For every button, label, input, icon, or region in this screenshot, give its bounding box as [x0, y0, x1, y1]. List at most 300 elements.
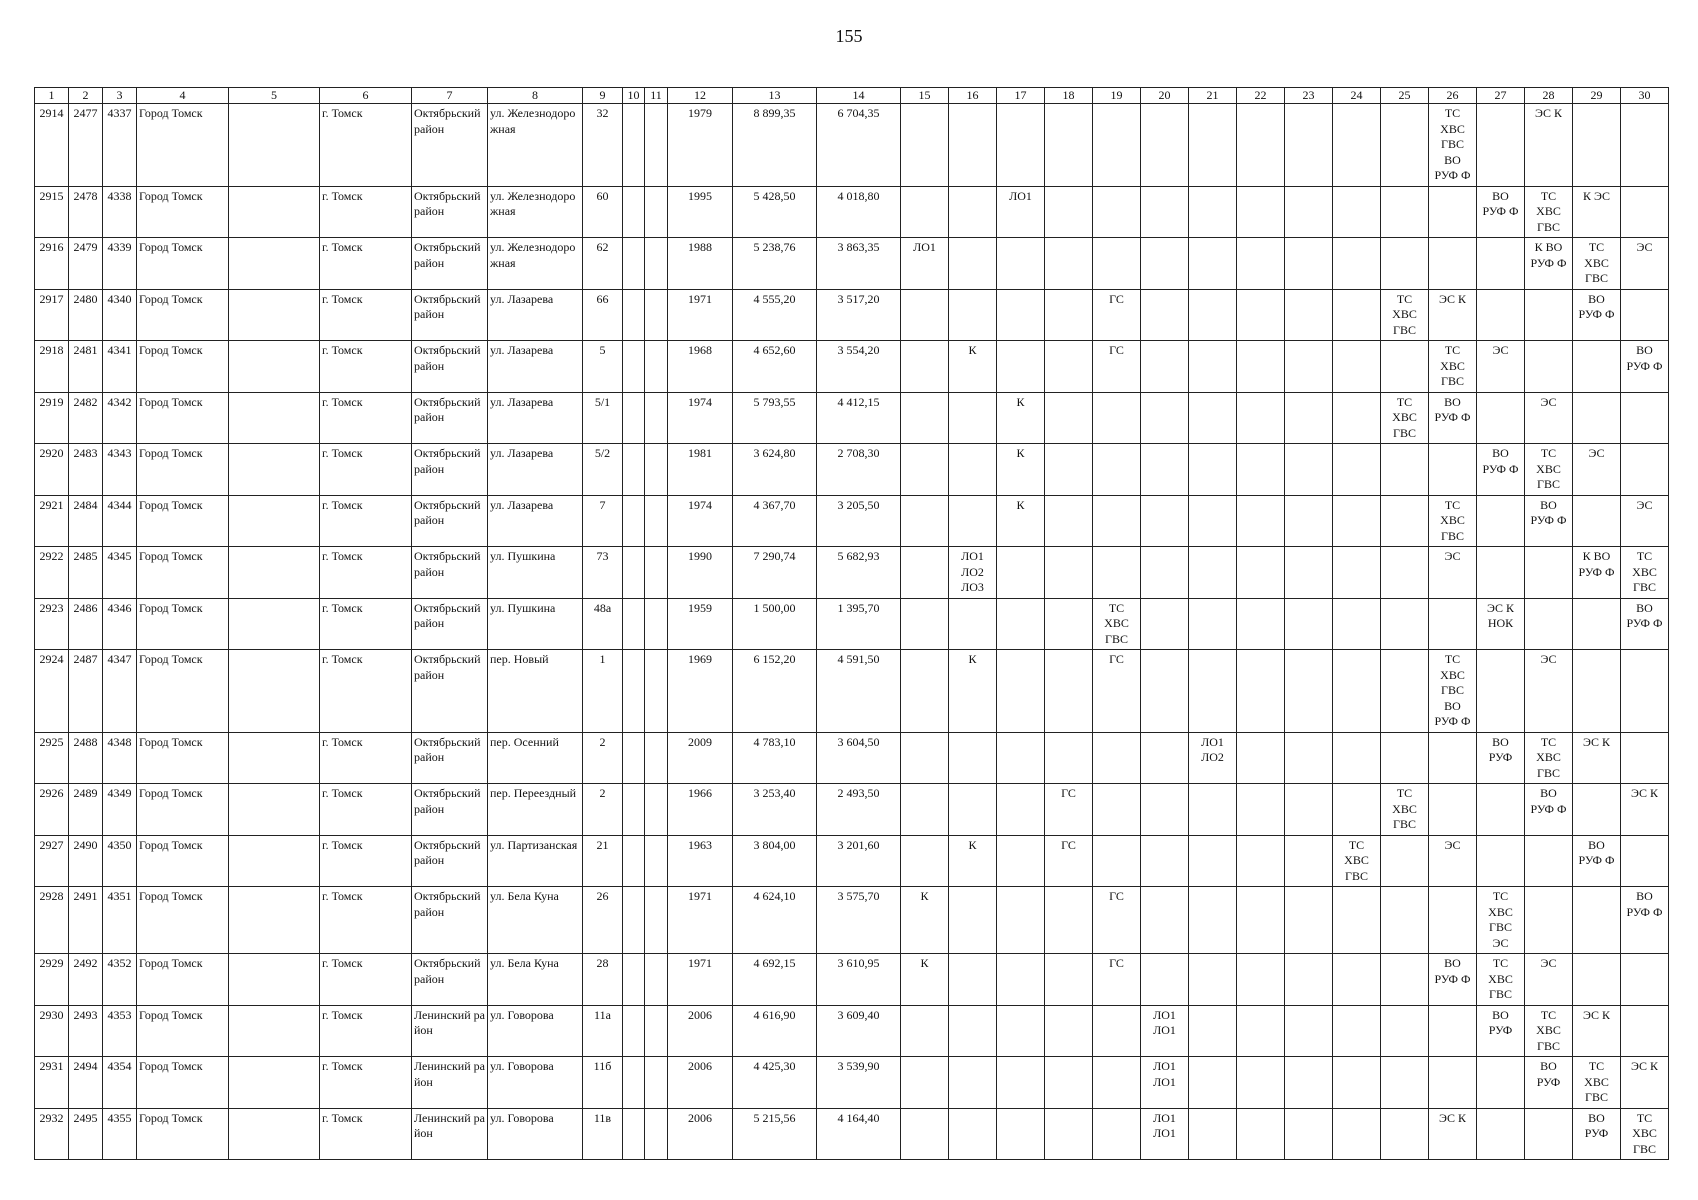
table-row [35, 1057, 1669, 1109]
column-header: 12 [668, 88, 733, 104]
cell-line: ХВС [1536, 1023, 1561, 1037]
table-cell: 4 624,10 [733, 887, 817, 954]
table-cell [623, 444, 645, 496]
table-row [35, 598, 1669, 650]
table-cell [1429, 444, 1477, 496]
table-cell: ул. Бела Куна [488, 887, 583, 954]
table-cell: 11а [583, 1005, 623, 1057]
cell-line: ТС [1588, 1059, 1605, 1073]
table-cell [1525, 1108, 1573, 1160]
cell-line: ЛО1 [961, 549, 984, 563]
table-cell [1189, 392, 1237, 444]
table-cell [645, 547, 668, 599]
table-cell: ЛО1 [901, 238, 949, 290]
table-cell: Октябрьский район [412, 444, 488, 496]
table-cell: 5 428,50 [733, 186, 817, 238]
cell-line: ВО [1492, 188, 1509, 203]
table-cell: г. Томск [320, 887, 412, 954]
table-cell: г. Томск [320, 444, 412, 496]
table-cell: 3 604,50 [817, 732, 901, 784]
table-cell [1285, 1057, 1333, 1109]
table-cell [1333, 784, 1381, 836]
table-cell [949, 1005, 997, 1057]
cell-line: ГВС [1537, 765, 1560, 780]
table-cell: 2480 [69, 289, 103, 341]
cell-line: ВО [1492, 734, 1509, 749]
cell-line: ХВС [1536, 750, 1561, 764]
table-cell [1141, 1005, 1189, 1057]
table-cell: 2006 [668, 1005, 733, 1057]
table-cell [623, 495, 645, 547]
table-cell: ул. Железнодорожная [488, 186, 583, 238]
table-cell [1333, 1108, 1381, 1160]
table-cell [997, 238, 1045, 290]
table-cell [949, 444, 997, 496]
table-cell [1333, 835, 1381, 887]
table-cell: 5 215,56 [733, 1108, 817, 1160]
table-cell: ул. Пушкина [488, 547, 583, 599]
table-cell [901, 495, 949, 547]
cell-line: РУФ Ф [1530, 801, 1567, 816]
table-cell [1621, 392, 1669, 444]
table-cell: ул. Железнодорожная [488, 104, 583, 187]
table-cell [229, 238, 320, 290]
table-cell: 2916 [35, 238, 69, 290]
table-cell: 1966 [668, 784, 733, 836]
table-cell [949, 954, 997, 1006]
table-cell: 4343 [103, 444, 137, 496]
cell-line: ТС [1444, 652, 1461, 666]
table-cell [645, 444, 668, 496]
cell-line: ХВС [1440, 513, 1465, 527]
table-cell [1573, 1108, 1621, 1160]
cell-line: ЛО2 [1201, 750, 1224, 764]
table-cell [1285, 954, 1333, 1006]
table-cell [1381, 444, 1429, 496]
cell-line: РУФ Ф [1434, 971, 1471, 986]
table-cell [1381, 1057, 1429, 1109]
table-cell [997, 887, 1045, 954]
cell-line: ВО [1444, 394, 1461, 409]
table-cell: 21 [583, 835, 623, 887]
table-cell: Город Томск [137, 954, 229, 1006]
table-cell [1093, 1057, 1141, 1109]
table-cell: 2917 [35, 289, 69, 341]
table-cell: пер. Новый [488, 650, 583, 733]
table-cell [623, 598, 645, 650]
table-cell [1285, 650, 1333, 733]
table-cell [1381, 835, 1429, 887]
table-cell: 3 610,95 [817, 954, 901, 1006]
cell-line: ХВС [1632, 564, 1657, 579]
table-cell: ЭС К [1429, 289, 1477, 341]
table-cell: 2926 [35, 784, 69, 836]
table-cell [1525, 1057, 1573, 1109]
table-cell: 2489 [69, 784, 103, 836]
table-cell [1045, 392, 1093, 444]
column-header: 28 [1525, 88, 1573, 104]
table-cell [645, 341, 668, 393]
table-cell [1621, 954, 1669, 1006]
table-cell [1477, 495, 1525, 547]
cell-line: РУФ Ф [1626, 904, 1663, 919]
table-cell [1285, 104, 1333, 187]
table-cell: Город Томск [137, 650, 229, 733]
table-row [35, 289, 1669, 341]
table-cell: 4342 [103, 392, 137, 444]
table-cell [1285, 835, 1333, 887]
cell-line: К ВО [1582, 549, 1611, 563]
table-cell [1141, 289, 1189, 341]
table-cell [1477, 392, 1525, 444]
table-cell: Октябрьский район [412, 186, 488, 238]
table-cell [1621, 289, 1669, 341]
cell-line: ЛО1 [1153, 1023, 1176, 1037]
table-cell [949, 104, 997, 187]
table-cell [1285, 186, 1333, 238]
table-cell [1333, 598, 1381, 650]
table-cell: Город Томск [137, 238, 229, 290]
table-cell: г. Томск [320, 547, 412, 599]
table-cell [949, 732, 997, 784]
table-cell: г. Томск [320, 1108, 412, 1160]
table-cell [901, 186, 949, 238]
table-cell: 3 539,90 [817, 1057, 901, 1109]
cell-line: НОК [1487, 616, 1514, 630]
table-cell [1285, 784, 1333, 836]
table-cell: 4339 [103, 238, 137, 290]
table-cell [623, 887, 645, 954]
table-cell: 2482 [69, 392, 103, 444]
table-cell: Октябрьский район [412, 835, 488, 887]
table-cell [901, 104, 949, 187]
cell-line: ГВС [1441, 528, 1464, 543]
table-cell [1045, 1108, 1093, 1160]
table-cell [1237, 392, 1285, 444]
table-cell: 2932 [35, 1108, 69, 1160]
table-cell [1573, 392, 1621, 444]
cell-line: ХВС [1632, 1126, 1657, 1140]
table-cell: 2 708,30 [817, 444, 901, 496]
table-cell [1333, 732, 1381, 784]
table-row [35, 784, 1669, 836]
cell-line: РУФ Ф [1482, 461, 1519, 476]
cell-line: ЛО1 [1201, 734, 1224, 749]
table-cell [1237, 954, 1285, 1006]
table-cell [949, 598, 997, 650]
table-cell [229, 784, 320, 836]
table-cell [997, 1005, 1045, 1057]
cell-line: ХВС [1440, 121, 1465, 136]
table-cell [1189, 444, 1237, 496]
table-cell: ЭС [1429, 835, 1477, 887]
table-cell: 3 624,80 [733, 444, 817, 496]
table-cell [229, 186, 320, 238]
table-cell: К [949, 835, 997, 887]
cell-line: ЛО2 [961, 564, 984, 579]
table-cell: 2931 [35, 1057, 69, 1109]
table-cell: 2923 [35, 598, 69, 650]
table-cell: ЭС К [1429, 1108, 1477, 1160]
cell-line: ХВС [1536, 461, 1561, 476]
table-cell: 4344 [103, 495, 137, 547]
table-cell [1141, 954, 1189, 1006]
table-cell [1573, 887, 1621, 954]
table-cell [1429, 1005, 1477, 1057]
table-cell [1333, 186, 1381, 238]
column-header: 27 [1477, 88, 1525, 104]
table-cell [1237, 1005, 1285, 1057]
table-cell [1621, 1005, 1669, 1057]
table-cell [1141, 887, 1189, 954]
cell-line: ЛО3 [961, 580, 984, 594]
table-cell [1525, 289, 1573, 341]
table-cell [1573, 598, 1621, 650]
table-cell: 1969 [668, 650, 733, 733]
table-cell: 4340 [103, 289, 137, 341]
table-cell: Октябрьский район [412, 104, 488, 187]
table-cell: 2 [583, 732, 623, 784]
table-cell [1189, 238, 1237, 290]
cell-line: ТС [1588, 240, 1605, 254]
table-cell: г. Томск [320, 835, 412, 887]
table-cell: ул. Железнодорожная [488, 238, 583, 290]
table-cell: пер. Осенний [488, 732, 583, 784]
cell-line: ГВС [1489, 987, 1512, 1001]
table-cell [1573, 238, 1621, 290]
table-cell [623, 835, 645, 887]
table-cell [1141, 598, 1189, 650]
table-cell [623, 1108, 645, 1160]
column-header: 11 [645, 88, 668, 104]
table-cell: Город Томск [137, 341, 229, 393]
table-cell: 4350 [103, 835, 137, 887]
table-cell [1381, 104, 1429, 187]
table-cell [1429, 598, 1477, 650]
table-cell [1333, 1005, 1381, 1057]
table-cell [1621, 887, 1669, 954]
table-cell: 2914 [35, 104, 69, 187]
table-cell: ЭС К [1621, 1057, 1669, 1109]
table-cell [1285, 392, 1333, 444]
table-cell: 2919 [35, 392, 69, 444]
column-header: 18 [1045, 88, 1093, 104]
column-header: 9 [583, 88, 623, 104]
table-cell [1045, 650, 1093, 733]
table-cell [645, 104, 668, 187]
table-cell: 2925 [35, 732, 69, 784]
table-cell [1189, 341, 1237, 393]
table-cell [1093, 1005, 1141, 1057]
table-cell: Город Томск [137, 1057, 229, 1109]
table-cell [1381, 289, 1429, 341]
cell-line: ГВС [1537, 477, 1560, 491]
table-cell: ЭС [1525, 392, 1573, 444]
table-cell [623, 238, 645, 290]
cell-line: РУФ Ф [1578, 564, 1615, 579]
table-cell: 4353 [103, 1005, 137, 1057]
table-cell: 1 500,00 [733, 598, 817, 650]
cell-line: ЛО1 [1153, 1074, 1176, 1089]
table-cell: г. Томск [320, 392, 412, 444]
table-cell [949, 1108, 997, 1160]
cell-line: ТС [1444, 106, 1461, 120]
table-cell [1045, 341, 1093, 393]
table-cell: Город Томск [137, 732, 229, 784]
table-cell: г. Томск [320, 495, 412, 547]
table-cell: Город Томск [137, 444, 229, 496]
table-cell: 3 554,20 [817, 341, 901, 393]
table-cell: Октябрьский район [412, 887, 488, 954]
column-header: 17 [997, 88, 1045, 104]
table-cell [949, 238, 997, 290]
column-header: 30 [1621, 88, 1669, 104]
table-cell [949, 186, 997, 238]
table-cell [623, 392, 645, 444]
table-cell: 62 [583, 238, 623, 290]
table-cell [1237, 1108, 1285, 1160]
table-cell: г. Томск [320, 598, 412, 650]
table-cell: 1971 [668, 954, 733, 1006]
table-cell [645, 650, 668, 733]
table-cell [1285, 289, 1333, 341]
table-cell [1621, 444, 1669, 496]
cell-line: ЛО1 [1153, 1110, 1176, 1125]
column-header: 15 [901, 88, 949, 104]
cell-line: ТС [1540, 1007, 1557, 1022]
table-cell: 2492 [69, 954, 103, 1006]
table-cell [997, 341, 1045, 393]
table-cell: Октябрьский район [412, 598, 488, 650]
cell-line: ВО [1444, 956, 1461, 970]
table-cell [1429, 887, 1477, 954]
table-cell [623, 547, 645, 599]
table-cell: г. Томск [320, 238, 412, 290]
table-cell: 2006 [668, 1057, 733, 1109]
table-cell: 28 [583, 954, 623, 1006]
cell-line: ВО [1540, 1059, 1557, 1073]
table-cell [1045, 495, 1093, 547]
table-cell [1285, 598, 1333, 650]
table-cell: пер. Переездный [488, 784, 583, 836]
table-cell [1477, 598, 1525, 650]
table-cell [1381, 650, 1429, 733]
table-cell: К [949, 341, 997, 393]
table-cell [1045, 1005, 1093, 1057]
table-cell [1381, 732, 1429, 784]
table-cell: Город Томск [137, 835, 229, 887]
table-cell [1429, 784, 1477, 836]
table-cell [1381, 784, 1429, 836]
table-cell [1237, 784, 1285, 836]
table-cell [1573, 954, 1621, 1006]
table-cell: 48а [583, 598, 623, 650]
table-cell [1525, 547, 1573, 599]
cell-line: ХВС [1104, 616, 1129, 630]
table-cell [229, 887, 320, 954]
table-cell [1285, 1005, 1333, 1057]
table-cell: ГС [1093, 887, 1141, 954]
cell-line: ХВС [1584, 255, 1609, 270]
table-cell [1381, 887, 1429, 954]
table-cell: г. Томск [320, 1005, 412, 1057]
table-cell [1141, 238, 1189, 290]
table-cell: ЭС К [1573, 732, 1621, 784]
table-cell [1189, 186, 1237, 238]
table-cell: 2483 [69, 444, 103, 496]
table-cell: 2495 [69, 1108, 103, 1160]
cell-line: ХВС [1440, 358, 1465, 373]
column-header: 13 [733, 88, 817, 104]
table-cell: 1971 [668, 887, 733, 954]
table-cell [229, 732, 320, 784]
table-cell: Ленинский район [412, 1057, 488, 1109]
table-cell [1237, 598, 1285, 650]
table-cell: ул. Лазарева [488, 495, 583, 547]
column-header: 10 [623, 88, 645, 104]
cell-line: ГВС [1393, 425, 1416, 440]
table-cell: 1979 [668, 104, 733, 187]
table-cell: Город Томск [137, 1005, 229, 1057]
table-cell: Октябрьский район [412, 547, 488, 599]
cell-line: ГВС [1489, 920, 1512, 934]
table-cell: ЭС [1477, 341, 1525, 393]
table-row [35, 887, 1669, 954]
table-cell: Город Томск [137, 186, 229, 238]
table-cell: 2479 [69, 238, 103, 290]
table-cell [1189, 887, 1237, 954]
cell-line: РУФ Ф [1626, 358, 1663, 373]
table-cell [901, 547, 949, 599]
table-cell [1573, 289, 1621, 341]
table-cell: 7 [583, 495, 623, 547]
table-cell [645, 784, 668, 836]
table-cell: 7 290,74 [733, 547, 817, 599]
table-cell [1333, 954, 1381, 1006]
cell-line: РУФ [1488, 1023, 1513, 1037]
table-cell [1333, 392, 1381, 444]
column-header: 19 [1093, 88, 1141, 104]
cell-line: РУФ [1584, 1126, 1609, 1140]
table-cell [901, 289, 949, 341]
table-cell: Город Томск [137, 887, 229, 954]
table-cell: 3 517,20 [817, 289, 901, 341]
cell-line: РУФ Ф [1626, 616, 1663, 630]
table-cell [901, 732, 949, 784]
table-cell: г. Томск [320, 104, 412, 187]
table-cell: 4351 [103, 887, 137, 954]
table-cell [1237, 186, 1285, 238]
table-cell [997, 104, 1045, 187]
table-cell [645, 392, 668, 444]
table-cell: ул. Партизанская [488, 835, 583, 887]
table-cell: 32 [583, 104, 623, 187]
table-cell [1045, 954, 1093, 1006]
cell-line: РУФ Ф [1578, 853, 1615, 867]
table-cell [1477, 1005, 1525, 1057]
table-cell: К [949, 650, 997, 733]
table-cell [1381, 238, 1429, 290]
table-cell: Октябрьский район [412, 650, 488, 733]
table-cell [623, 1057, 645, 1109]
cell-line: РУФ Ф [1530, 513, 1567, 527]
cell-line: ГВС [1585, 271, 1608, 285]
table-cell [1285, 444, 1333, 496]
table-cell [229, 1057, 320, 1109]
table-cell: Октябрьский район [412, 732, 488, 784]
table-cell: 1995 [668, 186, 733, 238]
table-cell [1525, 495, 1573, 547]
